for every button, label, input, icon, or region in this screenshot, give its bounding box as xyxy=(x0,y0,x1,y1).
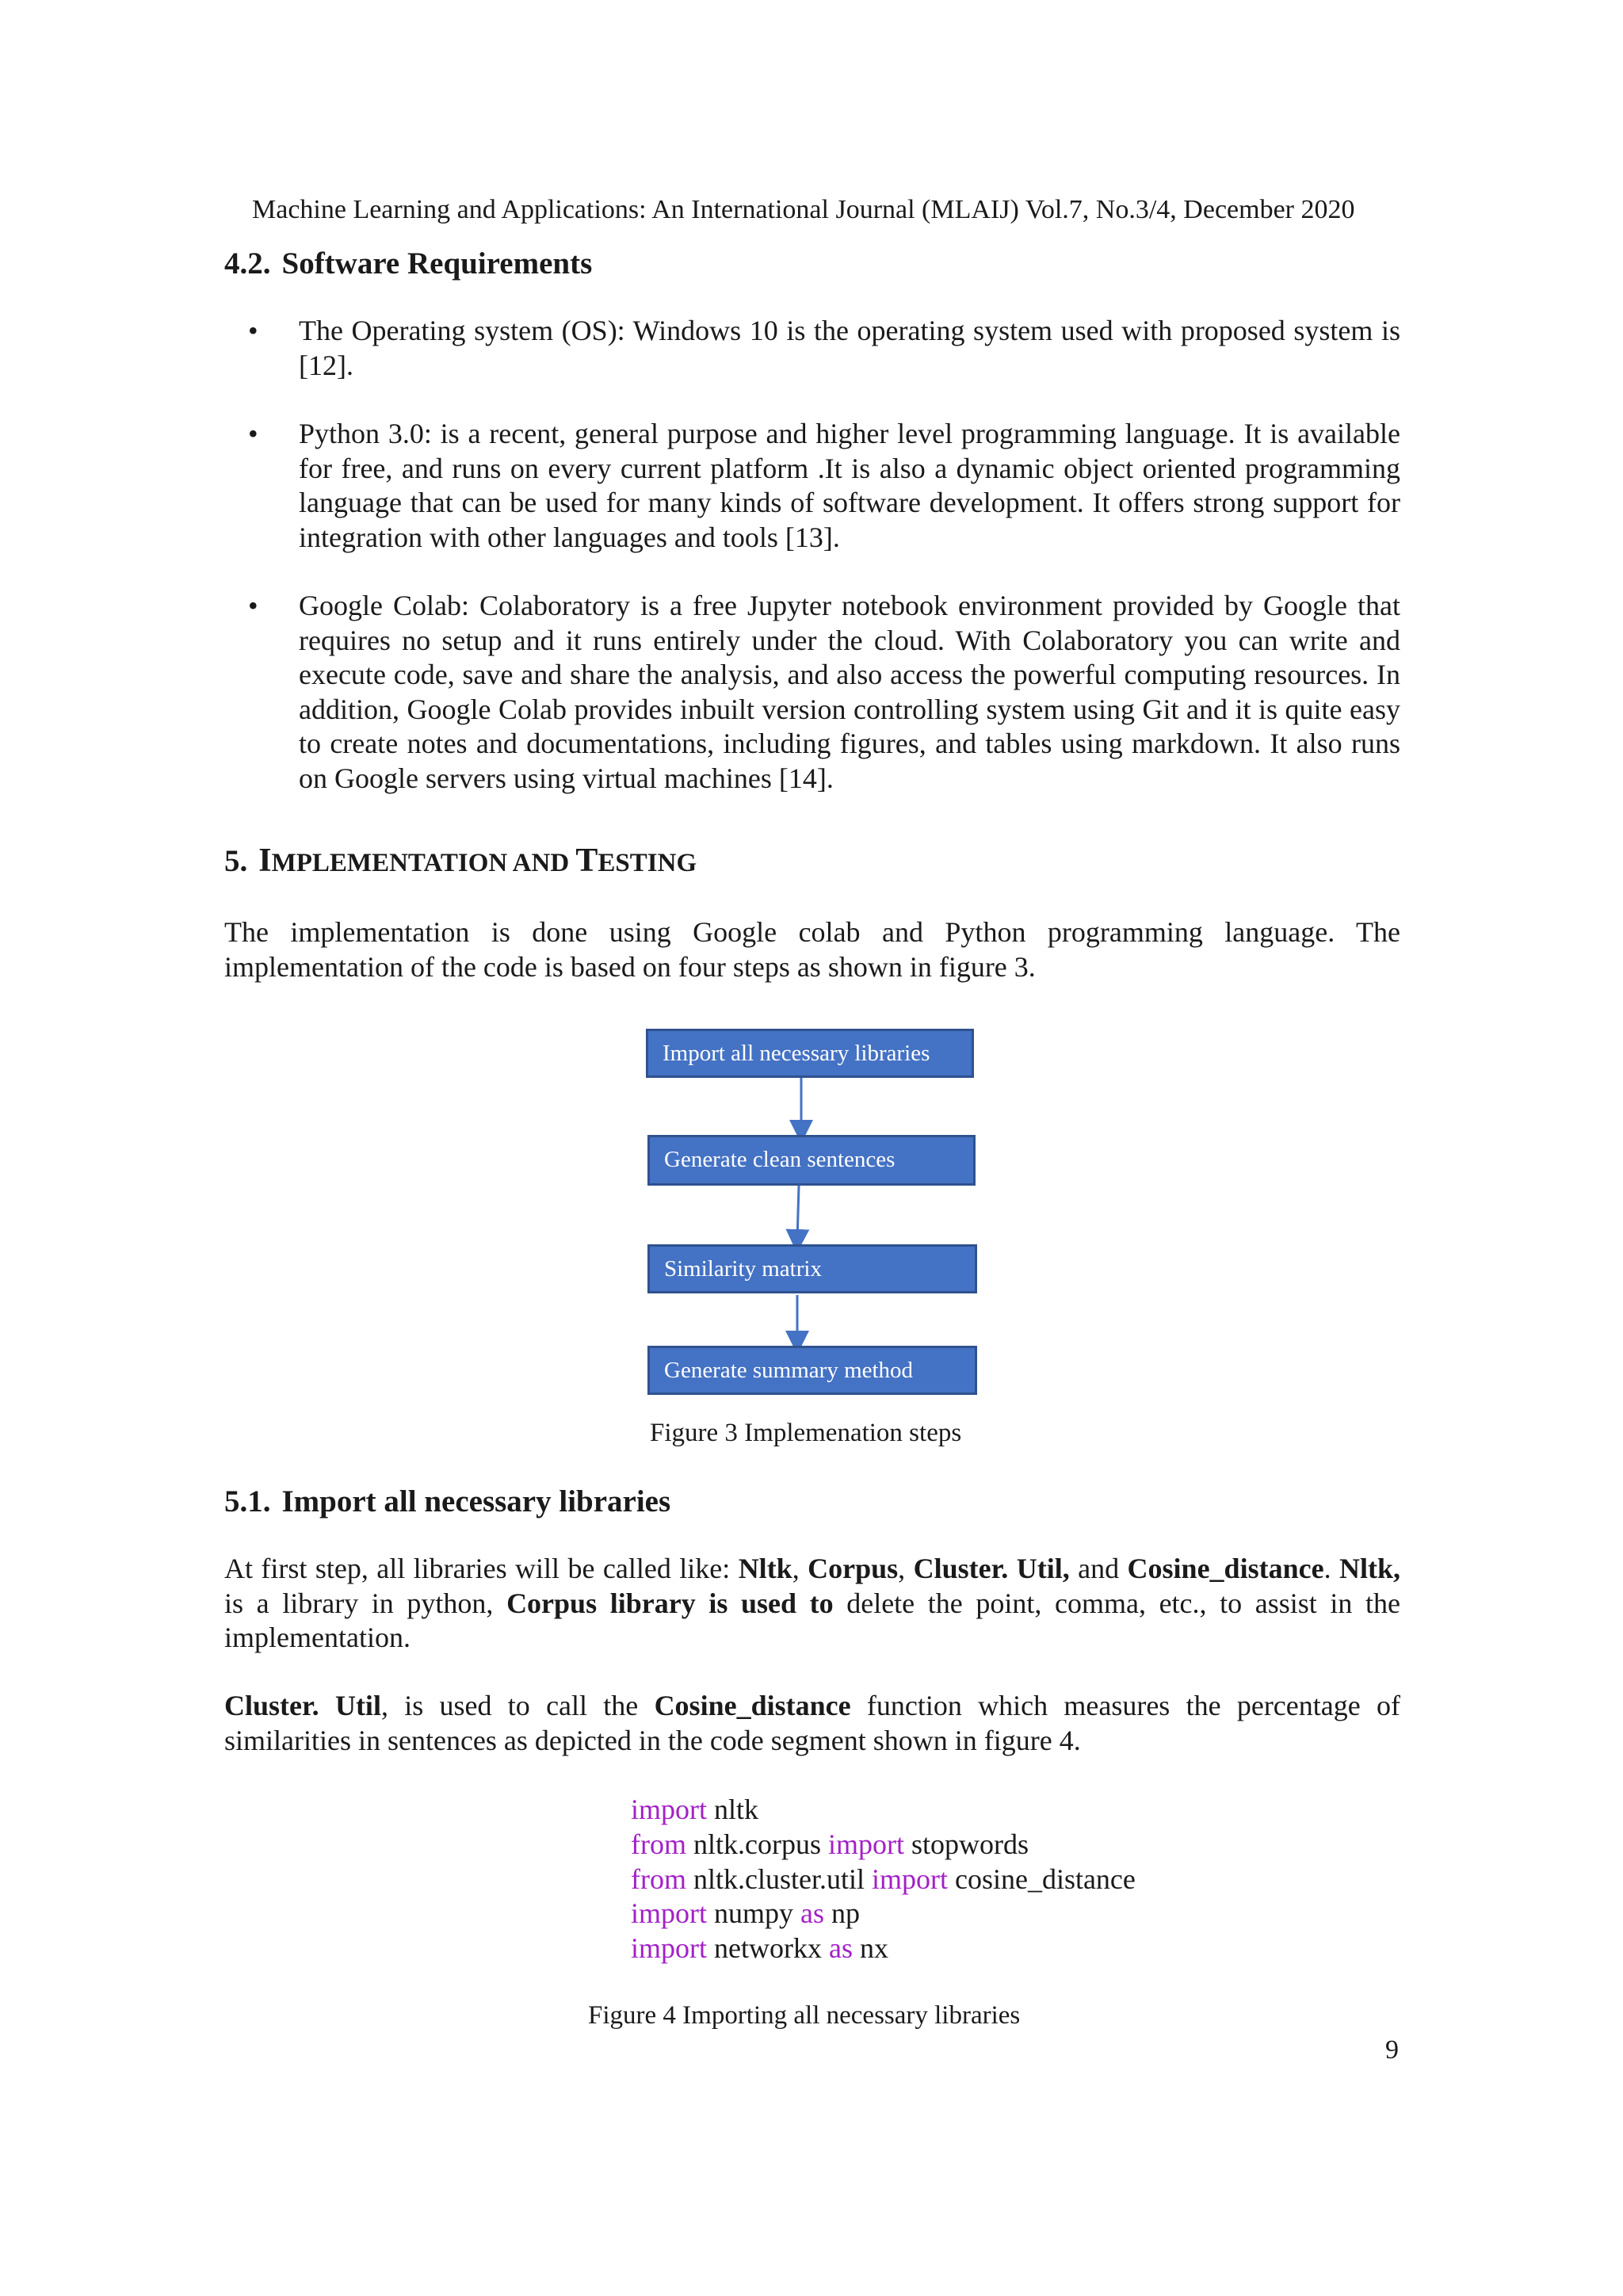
code-keyword: import xyxy=(631,1794,707,1825)
bullet-icon: • xyxy=(248,418,258,449)
code-text: np xyxy=(824,1897,861,1930)
list-item xyxy=(224,417,1400,555)
flow-step-box: Generate clean sentences xyxy=(647,1135,976,1186)
code-keyword: import xyxy=(827,1828,904,1860)
list-item-text: The Operating system (OS): Windows 10 is the operating system used with proposed system is [12]. xyxy=(299,315,1400,381)
code-text: nltk.cluster.util xyxy=(685,1862,872,1895)
text-run: , is used to call the xyxy=(380,1690,655,1721)
code-keyword: import xyxy=(871,1862,948,1895)
figure-4-caption: Figure 4 Importing all necessary libraries xyxy=(588,2001,1021,2030)
code-keyword: as xyxy=(828,1932,853,1965)
code-line xyxy=(631,1793,1136,1828)
code-line xyxy=(631,1828,1136,1862)
flow-step-box: Similarity matrix xyxy=(647,1244,977,1293)
implementation-flowchart xyxy=(646,1029,979,1395)
term-cluster-util: Cluster. Util, xyxy=(913,1553,1070,1584)
term-cosine-distance: Cosine_distance xyxy=(1127,1553,1324,1584)
text-run: is a library in python, xyxy=(224,1587,507,1619)
code-keyword: import xyxy=(631,1932,707,1965)
text-run: , xyxy=(898,1553,914,1584)
libraries-paragraph-2 xyxy=(224,1689,1400,1758)
code-line xyxy=(631,1931,1136,1966)
list-item xyxy=(224,589,1400,796)
code-keyword: from xyxy=(631,1828,686,1860)
flow-step-box: Import all necessary libraries xyxy=(646,1029,974,1078)
text-run: At first step, all libraries will be called like: xyxy=(224,1553,739,1584)
term-cluster-util: Cluster. Util xyxy=(224,1690,381,1721)
code-text: nltk.corpus xyxy=(685,1828,828,1860)
page-number: 9 xyxy=(1385,2035,1399,2065)
section-title-part: MPLEMENTATION AND xyxy=(271,849,576,877)
term-nltk: Nltk, xyxy=(1339,1553,1401,1584)
code-keyword: as xyxy=(800,1897,825,1930)
figure-3-caption: Figure 3 Implemenation steps xyxy=(650,1419,962,1447)
requirements-list xyxy=(224,314,1400,830)
code-text: stopwords xyxy=(903,1828,1029,1860)
term-nltk: Nltk xyxy=(738,1553,792,1584)
list-item-text: Python 3.0: is a recent, general purpose and higher level programming language. It is available for free, and runs on every current platform .It is also a dynamic object oriented programming language that can be used for many kinds of software development. It offers strong support for integration with other languages and tools [13]. xyxy=(299,418,1400,553)
term-corpus-library: Corpus library is used to xyxy=(506,1587,834,1619)
flow-step-box: Generate summary method xyxy=(647,1346,977,1395)
code-text: nx xyxy=(852,1932,888,1965)
flow-arrow xyxy=(797,1186,799,1241)
text-run: . xyxy=(1323,1553,1339,1584)
section-5-heading xyxy=(224,842,697,880)
code-text: networkx xyxy=(707,1932,829,1965)
code-line xyxy=(631,1862,1136,1897)
text-run: and xyxy=(1069,1553,1128,1584)
section-title-part: ESTING xyxy=(598,849,697,877)
term-corpus: Corpus xyxy=(808,1553,899,1584)
section-title-initial: T xyxy=(575,842,598,879)
section-title-initial: I xyxy=(258,842,272,879)
section-number: 5.1. xyxy=(224,1484,271,1519)
list-item xyxy=(224,314,1400,383)
code-line xyxy=(631,1897,1136,1931)
libraries-paragraph-1 xyxy=(224,1552,1400,1656)
running-header: Machine Learning and Applications: An International Journal (MLAIJ) Vol.7, No.3/4, December 2020 xyxy=(252,195,1355,224)
text-run: delete the point, comma, etc., to assist in the implementation. xyxy=(224,1587,1401,1653)
section-title: Import all necessary libraries xyxy=(281,1484,671,1519)
code-keyword: import xyxy=(631,1897,707,1930)
section-title: Software Requirements xyxy=(281,246,593,281)
section-number: 4.2. xyxy=(224,246,271,281)
code-text: cosine_distance xyxy=(947,1862,1136,1895)
flow-arrows xyxy=(646,1029,979,1395)
bullet-icon: • xyxy=(248,590,258,621)
import-code-block xyxy=(631,1793,1136,1966)
code-text: numpy xyxy=(707,1897,801,1930)
implementation-intro: The implementation is done using Google colab and Python programming language. The implementation of the code is based on four steps as shown in figure 3. xyxy=(224,916,1400,983)
section-4-2-heading xyxy=(224,246,592,281)
list-item-text: Google Colab: Colaboratory is a free Jupyter notebook environment provided by Google that requires no setup and it runs entirely under the cloud. With Colaboratory you can write and execute code, save and share the analysis, and also access the powerful computing resources. In addition, Google Colab provides inbuilt version controlling system using Git and it is quite easy to create notes and documentations, including figures, and tables using markdown. It also runs on Google servers using virtual machines [14]. xyxy=(299,590,1400,794)
code-text: nltk xyxy=(707,1794,759,1825)
term-cosine-distance: Cosine_distance xyxy=(654,1690,851,1721)
code-keyword: from xyxy=(631,1862,686,1895)
text-run: function which measures the percentage of similarities in sentences as depicted in the code segment shown in figure 4. xyxy=(224,1690,1400,1756)
section-5-1-heading xyxy=(224,1484,670,1519)
text-run: , xyxy=(792,1553,808,1584)
section-number: 5. xyxy=(224,844,248,878)
bullet-icon: • xyxy=(248,315,258,346)
